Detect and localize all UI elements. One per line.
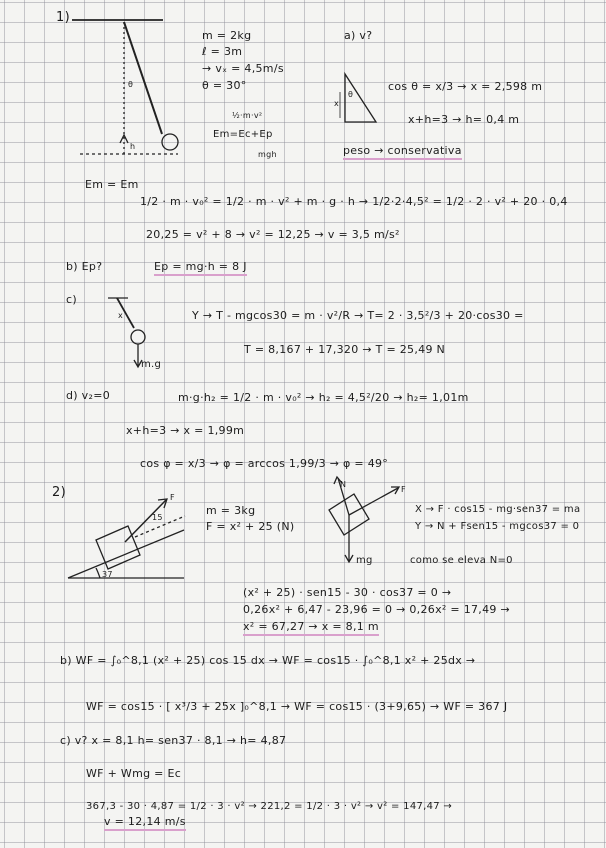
velocity-equation: 367,3 - 30 · 4,87 = 1/2 · 3 · v² → 221,2 = 1/2 · 3 · v² → v² = 147,47 →: [86, 801, 453, 812]
part-b-question: b) Ep?: [66, 260, 103, 273]
mechanical-energy-note: Em=Ec+Ep: [213, 129, 273, 140]
height-label: h: [130, 142, 136, 151]
part-c-label: c): [66, 293, 77, 306]
tension-diagram: [108, 298, 145, 367]
normal-force-label: N: [340, 480, 347, 489]
part-b-result: Ep = mg·h = 8 J: [154, 260, 247, 276]
final-velocity: v = 12,14 m/s: [104, 815, 186, 831]
given-force-2: F = x² + 25 (N): [206, 520, 295, 533]
angle-triangle-diagram: [340, 74, 376, 122]
work-energy-theorem: WF + Wmg = Ec: [86, 767, 182, 780]
height-result: x+h=3 → h= 0,4 m: [408, 113, 520, 126]
lift-condition: como se eleva N=0: [410, 555, 513, 566]
weight-label: m.g: [141, 359, 162, 370]
part-d-line-3: cos φ = x/3 → φ = arccos 1,99/3 → φ = 49°: [140, 457, 389, 470]
given-velocity: → vₓ = 4,5m/s: [202, 62, 284, 75]
solve-line-3: x² = 67,27 → x = 8,1 m: [243, 620, 379, 636]
problem-1-number: 1): [56, 10, 70, 25]
part-a-question: a) v?: [344, 29, 373, 42]
tension-equation-line-1: Y → T - mgcos30 = m · v²/R → T= 2 · 3,5²/3 + 20·cos30 =: [192, 309, 524, 322]
given-mass: m = 2kg: [202, 29, 252, 42]
potential-energy-note: mgh: [258, 150, 277, 159]
conservative-note: peso → conservativa: [343, 144, 462, 160]
energy-equation-line-2: 20,25 = v² + 8 → v² = 12,25 → v = 3,5 m/s²: [146, 228, 400, 241]
incline-angle-37: 37: [102, 570, 113, 579]
given-angle: θ = 30°: [202, 79, 247, 92]
given-mass-2: m = 3kg: [206, 504, 256, 517]
weight-label-2: mg: [356, 555, 373, 566]
work-integral-line-2: WF = cos15 · [ x³/3 + 25x ]₀^8,1 → WF = cos15 · (3+9,65) → WF = 367 J: [86, 700, 508, 713]
part-d-line-1: m·g·h₂ = 1/2 · m · v₀² → h₂ = 4,5²/20 → h₂= 1,01m: [178, 391, 469, 404]
triangle-theta-label: θ: [348, 90, 354, 99]
solve-line-1: (x² + 25) · sen15 - 30 · cos37 = 0 →: [243, 586, 452, 599]
incline-force-label: F: [170, 493, 175, 502]
problem-2-number: 2): [52, 485, 66, 500]
part-d-line-2: x+h=3 → x = 1,99m: [126, 424, 245, 437]
applied-force-label: F: [401, 485, 406, 494]
incline-angle-15: 15: [152, 513, 163, 522]
pendulum-diagram: [72, 20, 178, 154]
tension-equation-line-2: T = 8,167 + 17,320 → T = 25,49 N: [244, 343, 446, 356]
tension-angle-label: x: [118, 311, 124, 320]
x-axis-equation: X → F · cos15 - mg·sen37 = ma: [415, 504, 581, 515]
incline-diagram: [68, 499, 185, 578]
kinetic-energy-note: ½·m·v²: [232, 111, 263, 120]
energy-equation-line-1: 1/2 · m · v₀² = 1/2 · m · v² + m · g · h → 1/2·2·4,5² = 1/2 · 2 · v² + 20 · 0,4: [140, 195, 568, 208]
energy-conservation: Em = Em: [85, 178, 139, 191]
y-axis-equation: Y → N + Fsen15 - mgcos37 = 0: [415, 521, 580, 532]
solve-line-2: 0,26x² + 6,47 - 23,96 = 0 → 0,26x² = 17,49 →: [243, 603, 511, 616]
given-length: ℓ = 3m: [202, 45, 243, 58]
part-c2-line-1: c) v? x = 8,1 h= sen37 · 8,1 → h= 4,87: [60, 734, 287, 747]
part-d-label: d) v₂=0: [66, 389, 111, 402]
pendulum-angle-label: θ: [128, 80, 134, 89]
cos-equation: cos θ = x/3 → x = 2,598 m: [388, 80, 543, 93]
triangle-x-label: x: [334, 99, 340, 108]
work-integral-line-1: b) WF = ∫₀^8,1 (x² + 25) cos 15 dx → WF = cos15 · ∫₀^8,1 x² + 25dx →: [60, 654, 476, 667]
